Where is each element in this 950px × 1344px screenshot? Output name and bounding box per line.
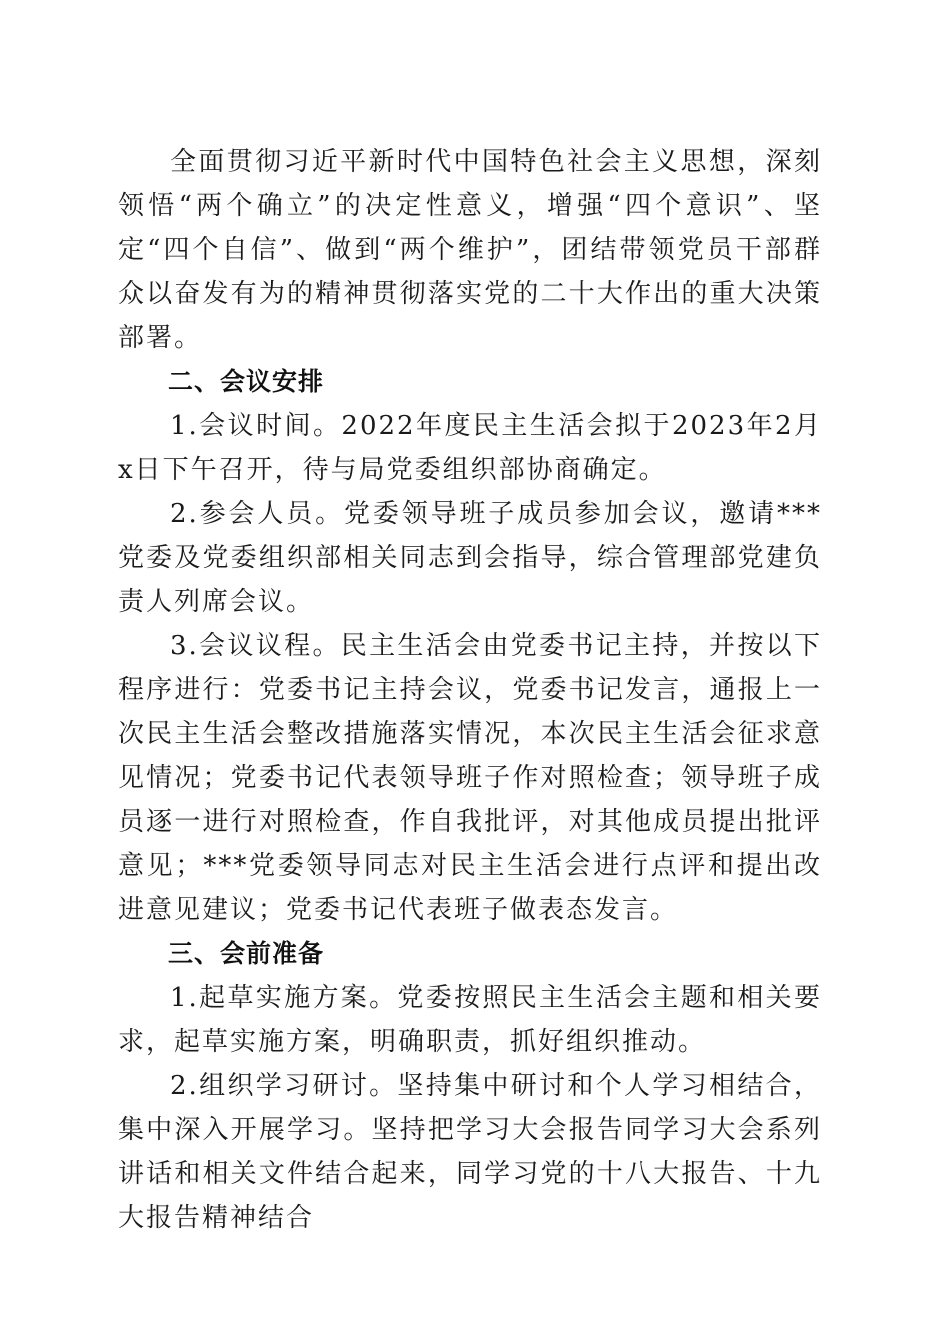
paragraph-draft-plan: 1.起草实施方案。党委按照民主生活会主题和相关要求，起草实施方案，明确职责，抓好组织推动。 <box>118 983 822 1057</box>
paragraph-meeting-time: 1.会议时间。2022年度民主生活会拟于2023年2月x日下午召开，待与局党委组织部协商确定。 <box>118 411 822 485</box>
paragraph-attendees: 2.参会人员。党委领导班子成员参加会议，邀请***党委及党委组织部相关同志到会指导，综合管理部党建负责人列席会议。 <box>118 499 822 617</box>
section-heading-preparation: 三、会前准备 <box>168 939 325 968</box>
paragraph-intro: 全面贯彻习近平新时代中国特色社会主义思想，深刻领悟“两个确立”的决定性意义，增强“四个意识”、坚定“四个自信”、做到“两个维护”，团结带领党员干部群众以奋发有为的精神贯彻落实党的二十大作出的重大决策部署。 <box>118 147 822 353</box>
document-body <box>118 140 822 1240</box>
section-heading-meeting-arrangement: 二、会议安排 <box>168 367 325 396</box>
paragraph-study-discussion: 2.组织学习研讨。坚持集中研讨和个人学习相结合，集中深入开展学习。坚持把学习大会报告同学习大会系列讲话和相关文件结合起来，同学习党的十八大报告、十九大报告精神结合 <box>118 1071 822 1233</box>
paragraph-agenda: 3.会议议程。民主生活会由党委书记主持，并按以下程序进行：党委书记主持会议，党委书记发言，通报上一次民主生活会整改措施落实情况，本次民主生活会征求意见情况；党委书记代表领导班子作对照检查；领导班子成员逐一进行对照检查，作自我批评，对其他成员提出批评意见；***党委领导同志对民主生活会进行点评和提出改进意见建议；党委书记代表班子做表态发言。 <box>118 631 822 925</box>
